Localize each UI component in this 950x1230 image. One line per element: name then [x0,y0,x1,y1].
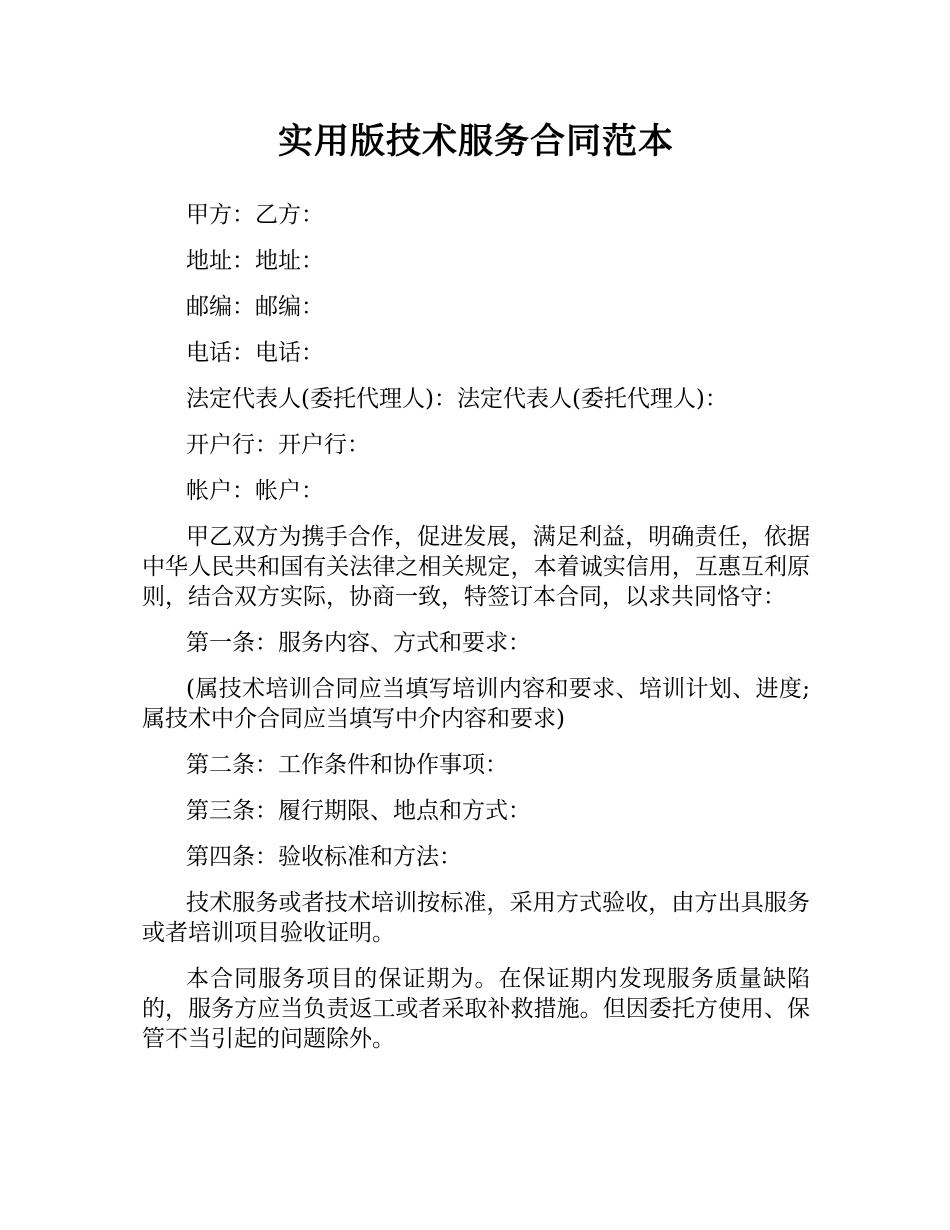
article-1-note: (属技术培训合同应当填写培训内容和要求、培训计划、进度;属技术中介合同应当填写中介内容和要求) [142,676,810,732]
account-line: 帐户：帐户： [186,478,324,504]
document-page [142,118,810,1070]
article-2-heading: 第二条：工作条件和协作事项： [186,752,508,778]
address-line: 地址：地址： [186,248,324,274]
postcode-line: 邮编：邮编： [186,294,324,320]
warranty-paragraph: 本合同服务项目的保证期为。在保证期内发现服务质量缺陷的，服务方应当负责返工或者采取补救措施。但因委托方使用、保管不当引起的问题除外。 [142,966,810,1052]
party-names-line: 甲方：乙方： [186,202,324,228]
legal-representative-line: 法定代表人(委托代理人)：法定代表人(委托代理人)： [186,386,728,412]
bank-line: 开户行：开户行： [186,432,370,458]
article-3-heading: 第三条：履行期限、地点和方式： [186,798,531,824]
article-1-heading: 第一条：服务内容、方式和要求： [186,630,531,656]
document-title: 实用版技术服务合同范本 [277,122,674,162]
preamble-paragraph: 甲乙双方为携手合作，促进发展，满足利益，明确责任，依据中华人民共和国有关法律之相关规定，本着诚实信用，互惠互利原则，结合双方实际，协商一致，特签订本合同，以求共同恪守： [142,524,810,610]
phone-line: 电话：电话： [186,340,324,366]
article-4-heading: 第四条：验收标准和方法： [186,844,462,870]
acceptance-paragraph: 技术服务或者技术培训按标准，采用方式验收，由方出具服务或者培训项目验收证明。 [142,890,810,946]
